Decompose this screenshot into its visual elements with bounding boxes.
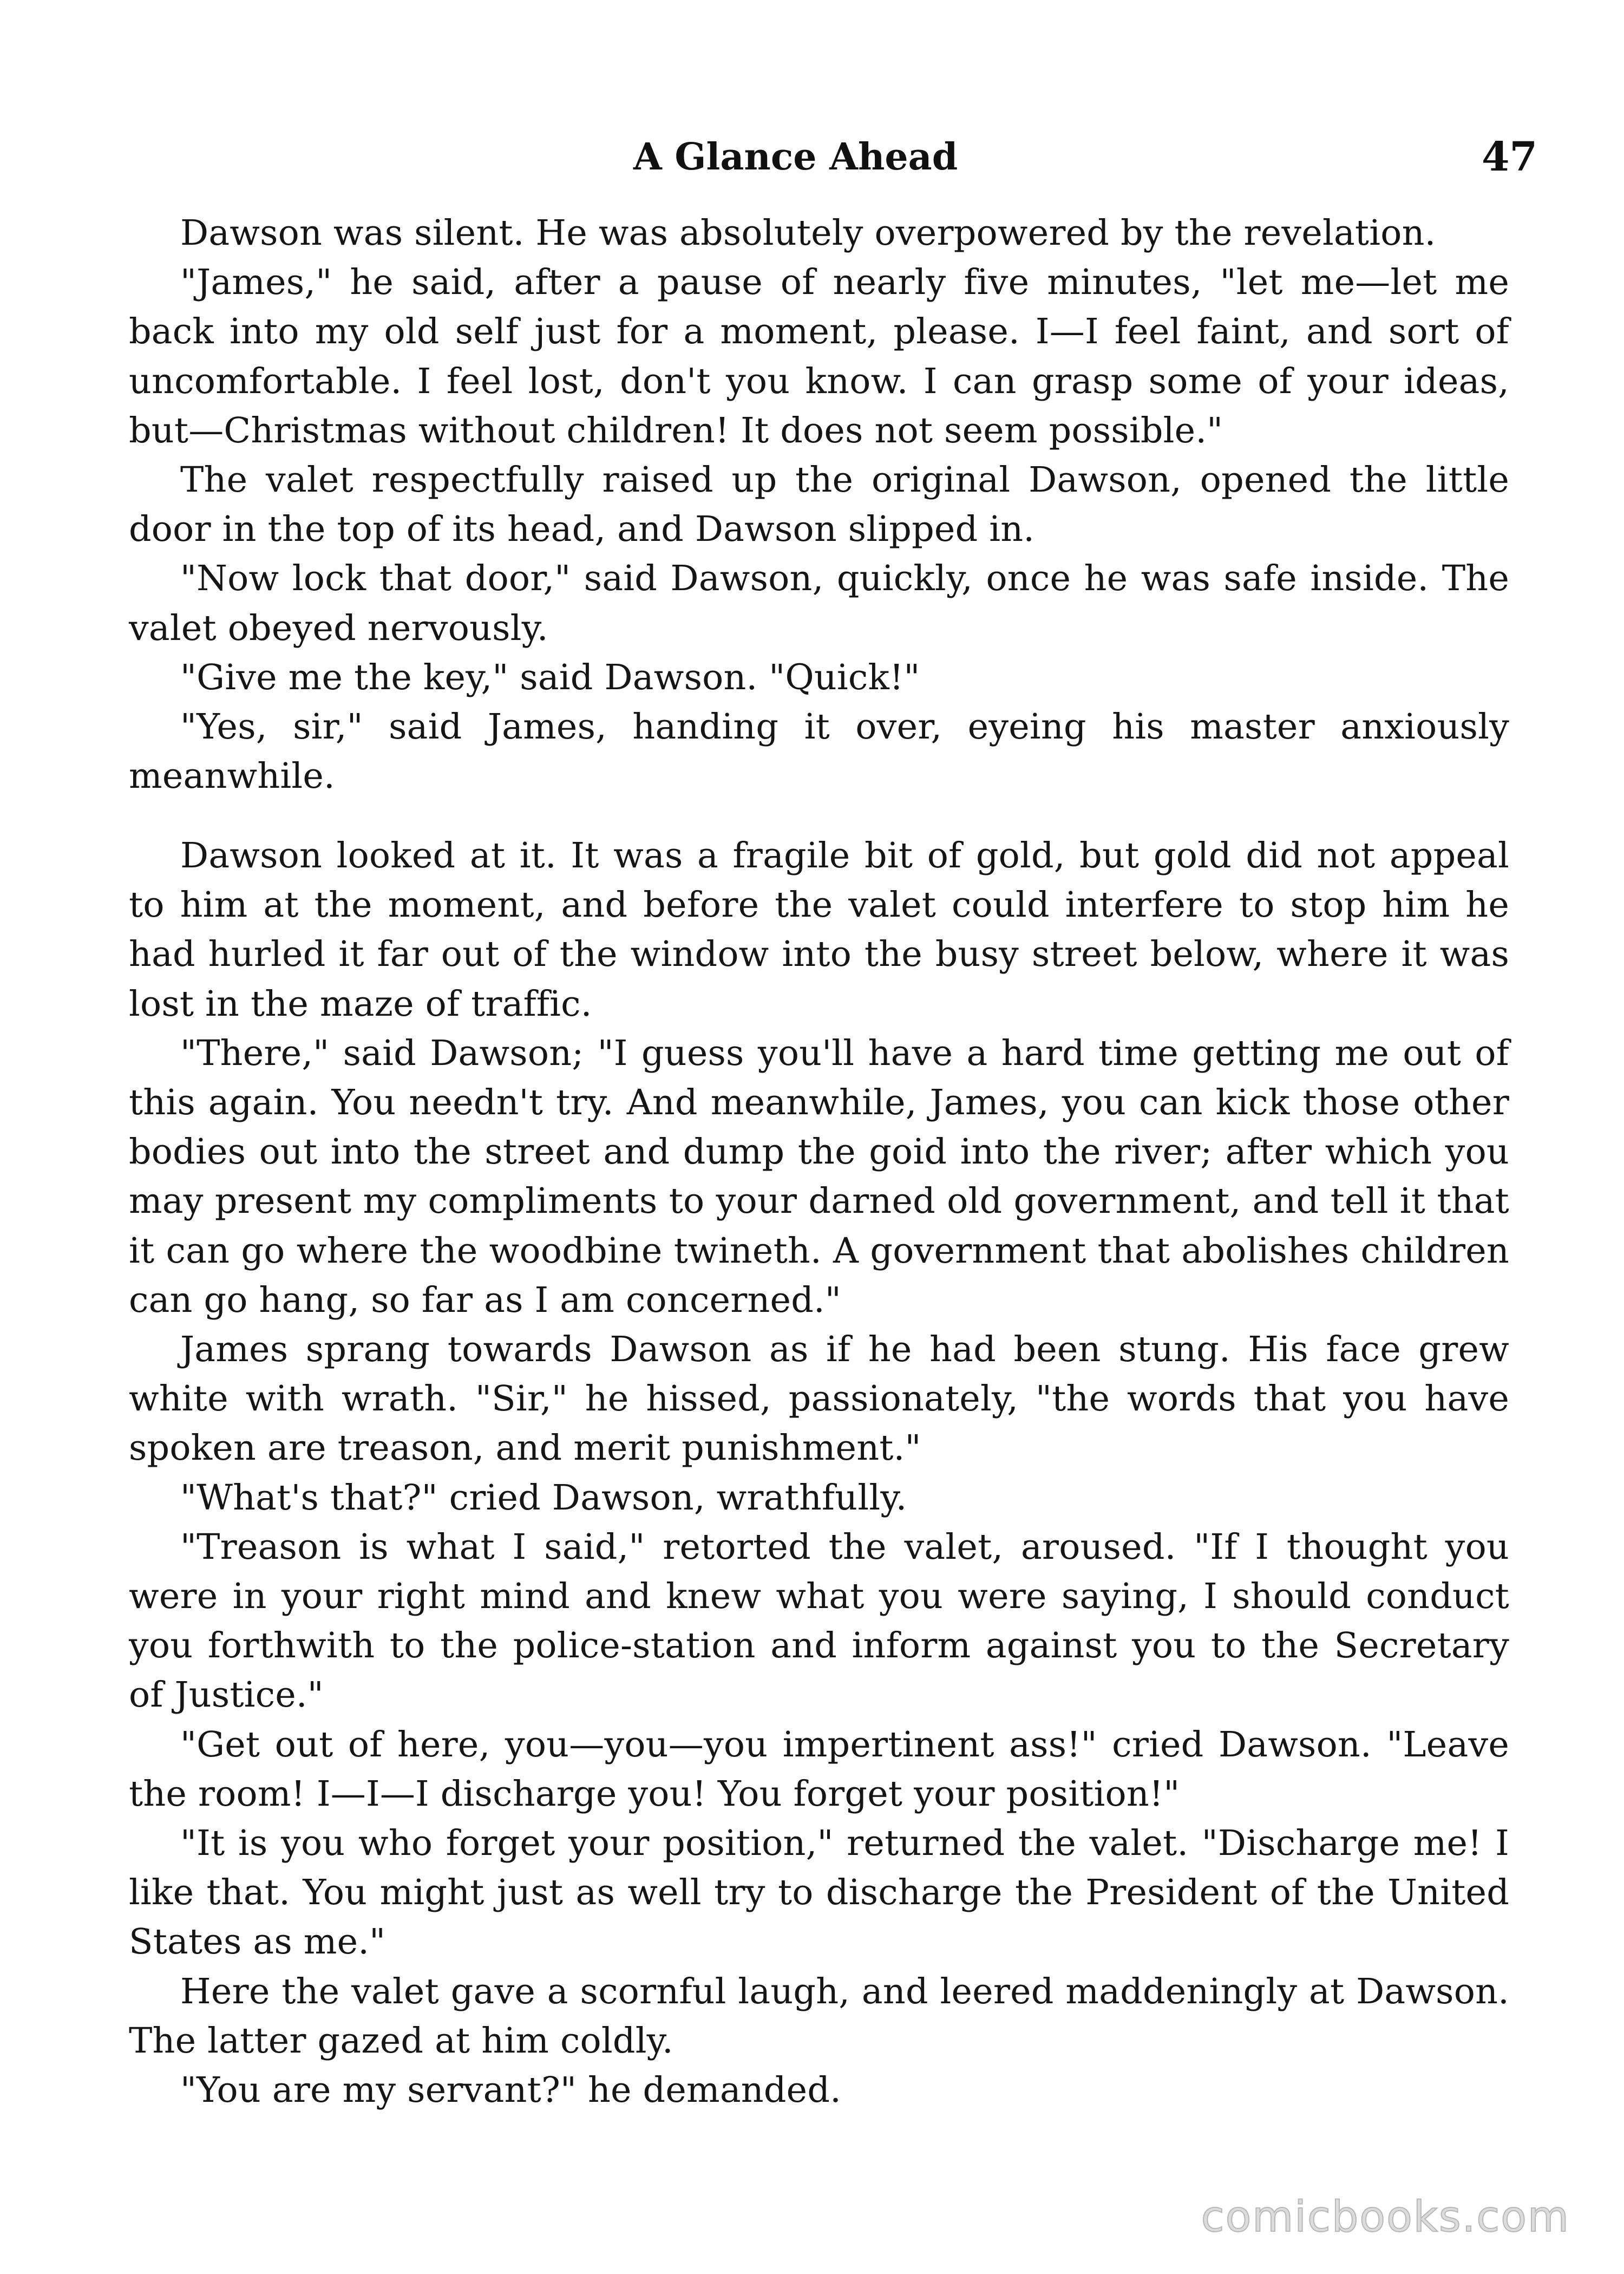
paragraph: "Treason is what I said," retorted the valet, aroused. "If I thought you were in your right mind and knew what you were saying, I should conduct you forthwith to the police-station and inform against you to the Secretary of Justice." xyxy=(129,1526,1509,1716)
paragraph: "James," he said, after a pause of nearly five minutes, "let me—let me back into my old self just for a moment, please. I—I feel faint, and sort of uncomfortable. I feel lost, don't you know. I can grasp some of your ideas, but—Christmas without children! It does not seem possible." xyxy=(129,262,1509,451)
site-watermark: comicbooks.com xyxy=(1201,2193,1570,2242)
running-header xyxy=(633,125,1537,190)
page-number: 47 xyxy=(1482,134,1537,180)
paragraph: James sprang towards Dawson as if he had been stung. His face grew white with wrath. "Sir," he hissed, passionately, "the words that you have spoken are treason, and merit punishment." xyxy=(129,1329,1509,1469)
paragraph: Dawson looked at it. It was a fragile bit of gold, but gold did not appeal to him at the moment, and before the valet could interfere to stop him he had hurled it far out of the window into the busy street below, where it was lost in the maze of traffic. xyxy=(129,835,1509,1024)
body-text-top xyxy=(129,208,1509,801)
paragraph: "You are my servant?" he demanded. xyxy=(180,2070,842,2111)
chapter-title: A Glance Ahead xyxy=(633,135,958,179)
paragraph: "What's that?" cried Dawson, wrathfully. xyxy=(180,1477,907,1518)
paragraph: "There," said Dawson; "I guess you'll have a hard time getting me out of this again. You needn't try. And meanwhile, James, you can kick those other bodies out into the street and dump the goid into the river; after which you may present my compliments to your darned old government, and tell it that it can go where the woodbine twineth. A government that abolishes children can go hang, so far as I am concerned." xyxy=(129,1033,1509,1321)
paragraph: The valet respectfully raised up the original Dawson, opened the little door in the top of its head, and Dawson slipped in. xyxy=(129,460,1509,550)
paragraph: "Get out of here, you—you—you impertinent ass!" cried Dawson. "Leave the room! I—I—I discharge you! You forget your position!" xyxy=(129,1724,1509,1814)
paragraph: "It is you who forget your position," returned the valet. "Discharge me! I like that. You might just as well try to discharge the President of the United States as me." xyxy=(129,1823,1509,1963)
body-text-bottom xyxy=(129,831,1509,2115)
paragraph: "Now lock that door," said Dawson, quickly, once he was safe inside. The valet obeyed nervously. xyxy=(129,558,1509,649)
paragraph: "Give me the key," said Dawson. "Quick!" xyxy=(180,657,920,698)
paragraph: Here the valet gave a scornful laugh, and leered maddeningly at Dawson. The latter gazed at him coldly. xyxy=(129,1971,1509,2061)
paragraph: Dawson was silent. He was absolutely overpowered by the revelation. xyxy=(180,213,1436,253)
paragraph: "Yes, sir," said James, handing it over, eyeing his master anxiously meanwhile. xyxy=(129,707,1509,797)
